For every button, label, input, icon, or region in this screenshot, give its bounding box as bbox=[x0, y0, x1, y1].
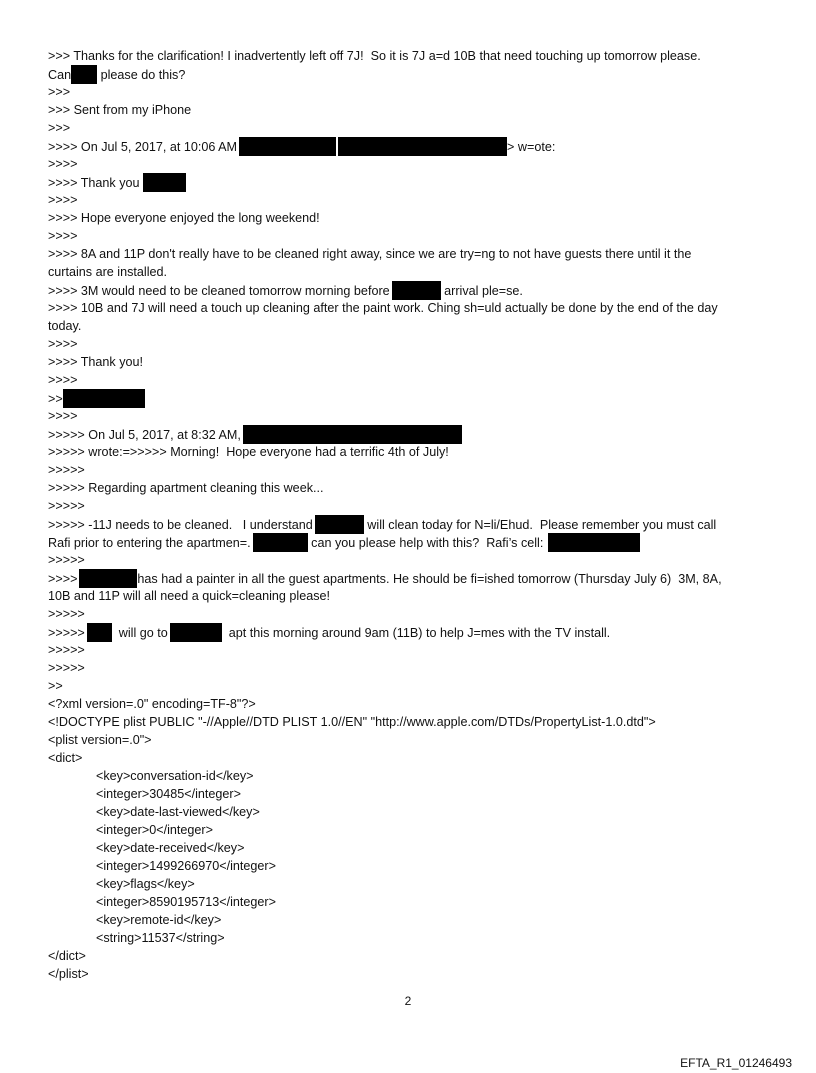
text-line: >>>> bbox=[48, 409, 78, 423]
redaction-block bbox=[143, 173, 186, 192]
plist-key: <key>date-received</key> bbox=[96, 841, 245, 855]
text-line: >> bbox=[48, 679, 63, 693]
text-line: >>>> bbox=[48, 373, 78, 387]
text-line: >> bbox=[48, 389, 788, 408]
text-line: Rafi prior to entering the apartmen=. can you please help with this? Rafi’s cell: bbox=[48, 533, 788, 552]
doctype-line: <!DOCTYPE plist PUBLIC "-//Apple//DTD PLIST 1.0//EN" "http://www.apple.com/DTDs/PropertyList-1.0.dtd"> bbox=[48, 715, 656, 729]
text-line: >>> bbox=[48, 121, 71, 135]
redaction-block bbox=[392, 281, 441, 300]
bates-number: EFTA_R1_01246493 bbox=[680, 1056, 792, 1070]
text-line: >>>>> bbox=[48, 463, 85, 477]
redaction-block bbox=[548, 533, 640, 552]
plist-close: </plist> bbox=[48, 967, 89, 981]
redaction-block bbox=[87, 623, 112, 642]
text-line: >>>>> wrote:=>>>>> Morning! Hope everyone had a terrific 4th of July! bbox=[48, 445, 449, 459]
text-line: Can please do this? bbox=[48, 65, 788, 84]
redaction-block bbox=[239, 137, 336, 156]
text-line: >>>> On Jul 5, 2017, at 10:06 AM > w=ote: bbox=[48, 137, 788, 156]
text-line: >>>>> will go to apt this morning around 9am (11B) to help J=mes with the TV install. bbox=[48, 623, 788, 642]
text-line: >>>> Thank you bbox=[48, 173, 788, 192]
text-line: >>>>> On Jul 5, 2017, at 8:32 AM, bbox=[48, 425, 788, 444]
text-line: 10B and 11P will all need a quick=cleaning please! bbox=[48, 589, 331, 603]
page-number: 2 bbox=[404, 994, 412, 1008]
redaction-block bbox=[79, 569, 137, 588]
redaction-block bbox=[338, 137, 507, 156]
text-line: >>>> 10B and 7J will need a touch up cleaning after the paint work. Ching sh=uld actually be done by the end of the day bbox=[48, 301, 718, 315]
plist-open: <plist version=.0"> bbox=[48, 733, 152, 747]
text-line: >>> bbox=[48, 85, 71, 99]
text-line: >>> Thanks for the clarification! I inadvertently left off 7J! So it is 7J a=d 10B that need touching up tomorrow please. bbox=[48, 49, 701, 63]
text-line: >>>> bbox=[48, 337, 78, 351]
dict-open: <dict> bbox=[48, 751, 83, 765]
text-line: >>>> Hope everyone enjoyed the long weekend! bbox=[48, 211, 320, 225]
text-line: >>>>> bbox=[48, 661, 85, 675]
text-line: >>>>> Regarding apartment cleaning this week... bbox=[48, 481, 324, 495]
redaction-block bbox=[71, 65, 97, 84]
plist-key: <key>date-last-viewed</key> bbox=[96, 805, 260, 819]
plist-key: <key>remote-id</key> bbox=[96, 913, 222, 927]
plist-value: <integer>1499266970</integer> bbox=[96, 859, 276, 873]
text-line: today. bbox=[48, 319, 82, 333]
text-line: >>>> has had a painter in all the guest apartments. He should be fi=ished tomorrow (Thursday July 6) 3M, 8A, bbox=[48, 569, 788, 588]
redaction-block bbox=[243, 425, 462, 444]
text-line: >>>> bbox=[48, 229, 78, 243]
plist-value: <string>11537</string> bbox=[96, 931, 225, 945]
redaction-block bbox=[253, 533, 308, 552]
redaction-block bbox=[315, 515, 364, 534]
plist-key: <key>conversation-id</key> bbox=[96, 769, 254, 783]
redaction-block bbox=[63, 389, 145, 408]
text-line: >>>> 8A and 11P don't really have to be cleaned right away, since we are try=ng to not have guests there until it the bbox=[48, 247, 692, 261]
text-line: >>>> Thank you! bbox=[48, 355, 143, 369]
text-line: >>>>> bbox=[48, 499, 85, 513]
text-line: >>>>> bbox=[48, 643, 85, 657]
text-line: curtains are installed. bbox=[48, 265, 168, 279]
text-line: >>>>> bbox=[48, 607, 85, 621]
text-line: >>>> 3M would need to be cleaned tomorrow morning before arrival ple=se. bbox=[48, 281, 788, 300]
plist-value: <integer>8590195713</integer> bbox=[96, 895, 276, 909]
redaction-block bbox=[170, 623, 222, 642]
xml-declaration: <?xml version=.0" encoding=TF-8"?> bbox=[48, 697, 256, 711]
text-line: >>>>> -11J needs to be cleaned. I understand will clean today for N=li/Ehud. Please remember you must call bbox=[48, 515, 788, 534]
text-line: >>>> bbox=[48, 157, 78, 171]
plist-value: <integer>30485</integer> bbox=[96, 787, 241, 801]
text-line: >>> Sent from my iPhone bbox=[48, 103, 192, 117]
plist-value: <integer>0</integer> bbox=[96, 823, 213, 837]
text-line: >>>> bbox=[48, 193, 78, 207]
text-line: >>>>> bbox=[48, 553, 85, 567]
dict-close: </dict> bbox=[48, 949, 86, 963]
plist-key: <key>flags</key> bbox=[96, 877, 195, 891]
